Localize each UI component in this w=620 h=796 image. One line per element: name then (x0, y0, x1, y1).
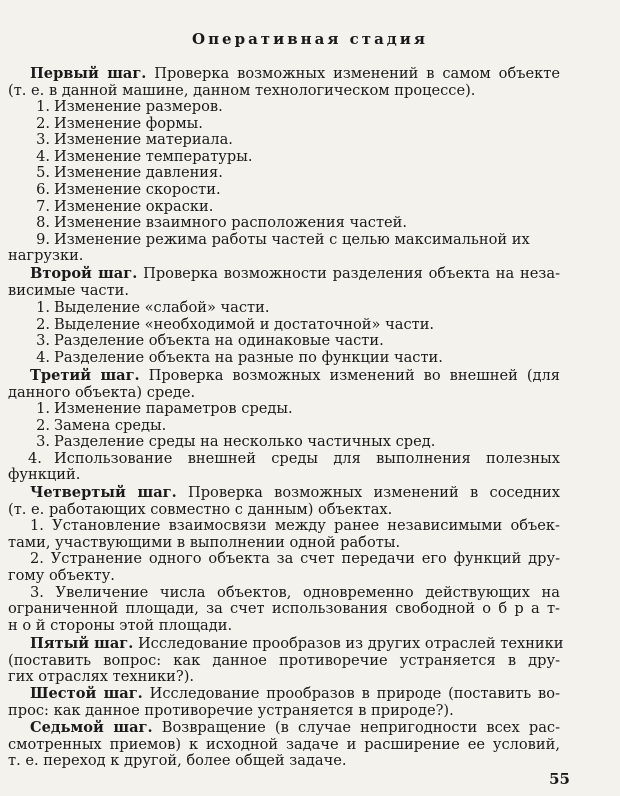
list-item: 2. Изменение формы. (36, 114, 203, 132)
list-item: 1. Изменение размеров. (36, 98, 223, 115)
step-6-line-1: Шестой шаг. Исследование прообразов в природе (поставить во- (30, 685, 560, 702)
step-7-label: Седьмой шаг. (30, 719, 153, 736)
step-5-paragraph (8, 635, 564, 686)
step-5-label: Пятый шаг. (30, 635, 134, 652)
step-4-point-1-line-2: тами, участвующими в выполнении одной работы. (8, 533, 401, 551)
section-title: Оперативная стадия (192, 30, 428, 48)
list-item: 5. Изменение давления. (36, 164, 223, 182)
step-6-label: Шестой шаг. (30, 685, 143, 702)
step-4-point-1-line-1: 1. Установление взаимосвязи между ранее независимыми объек- (30, 517, 560, 535)
list-item: 3. Изменение материала. (36, 131, 233, 149)
list-item: 4. Использование внешней среды для выполнения полезных (28, 449, 560, 467)
step-4-point-3-line-2: ограниченной площади, за счет использования свободной о б р а т- (8, 600, 560, 618)
list-item: 9. Изменение режима работы частей с целью максимальной их (36, 230, 530, 248)
step-5-line-3: гих отраслях техники?). (8, 668, 195, 686)
page-number: 55 (549, 770, 570, 788)
step-6-paragraph (8, 686, 560, 719)
step-7-paragraph (8, 720, 560, 770)
list-item: 7. Изменение окраски. (36, 197, 214, 215)
step-2-list (8, 300, 560, 366)
step-4-point-3-line-1: 3. Увеличение числа объектов, одновременно действующих на (30, 583, 560, 601)
list-item-continuation: нагрузки. (8, 247, 84, 265)
step-1-line-1: Первый шаг. Проверка возможных изменений в самом объекте (30, 65, 560, 82)
step-4-line-2: (т. е. работающих совместно с данным) объектах. (8, 500, 393, 518)
list-item: 3. Разделение объекта на одинаковые части. (36, 332, 384, 350)
step-6-line-2: прос: как данное противоречие устраняется в природе?). (8, 701, 454, 719)
step-1-list (8, 99, 560, 265)
list-item: 1. Изменение параметров среды. (36, 400, 293, 417)
step-7-line-2: смотренных приемов) к исходной задаче и расширение ее условий, (8, 735, 560, 753)
step-2-label: Второй шаг. (30, 265, 138, 282)
list-item-continuation: функций. (8, 466, 81, 484)
step-3-label: Третий шаг. (30, 367, 140, 384)
list-item: 4. Разделение объекта на разные по функции части. (36, 348, 443, 366)
step-4-paragraph (8, 485, 560, 634)
step-4-label: Четвертый шаг. (30, 484, 177, 501)
list-item: 2. Выделение «необходимой и достаточной» части. (36, 315, 435, 333)
list-item: 3. Разделение среды на несколько частичных сред. (36, 433, 436, 451)
step-4-line-1: Четвертый шаг. Проверка возможных изменений в соседних (30, 484, 560, 501)
step-2-line-2: висимые части. (8, 281, 130, 299)
list-item: 6. Изменение скорости. (36, 180, 221, 198)
step-2-line-1: Второй шаг. Проверка возможности разделения объекта на неза- (30, 265, 560, 282)
step-7-line-3: т. е. переход к другой, более общей задаче. (8, 752, 347, 770)
step-5-line-2: (поставить вопрос: как данное противоречие устраняется в дру- (8, 651, 560, 669)
step-3-list (8, 401, 560, 484)
list-item: 4. Изменение температуры. (36, 147, 253, 165)
step-7-line-1: Седьмой шаг. Возвращение (в случае непригодности всех рас- (30, 719, 560, 736)
step-1-paragraph (8, 66, 560, 99)
step-4-point-2-line-2: гому объекту. (8, 566, 115, 584)
list-item: 2. Замена среды. (36, 416, 167, 434)
list-item: 1. Выделение «слабой» части. (36, 299, 270, 316)
step-3-line-1: Третий шаг. Проверка возможных изменений во внешней (для (30, 367, 560, 384)
step-5-line-1: Пятый шаг. Исследование прообразов из других отраслей техники (30, 635, 564, 652)
step-4-point-2-line-1: 2. Устранение одного объекта за счет передачи его функций дру- (30, 550, 560, 568)
step-3-line-2: данного объекта) среде. (8, 383, 196, 401)
step-2-paragraph (8, 266, 560, 299)
step-3-paragraph (8, 368, 560, 401)
step-1-line-2: (т. е. в данной машине, данном технологическом процессе). (8, 81, 476, 99)
step-4-point-3-line-3: н о й стороны этой площади. (8, 616, 233, 634)
step-1-label: Первый шаг. (30, 65, 147, 82)
list-item: 8. Изменение взаимного расположения частей. (36, 214, 408, 232)
